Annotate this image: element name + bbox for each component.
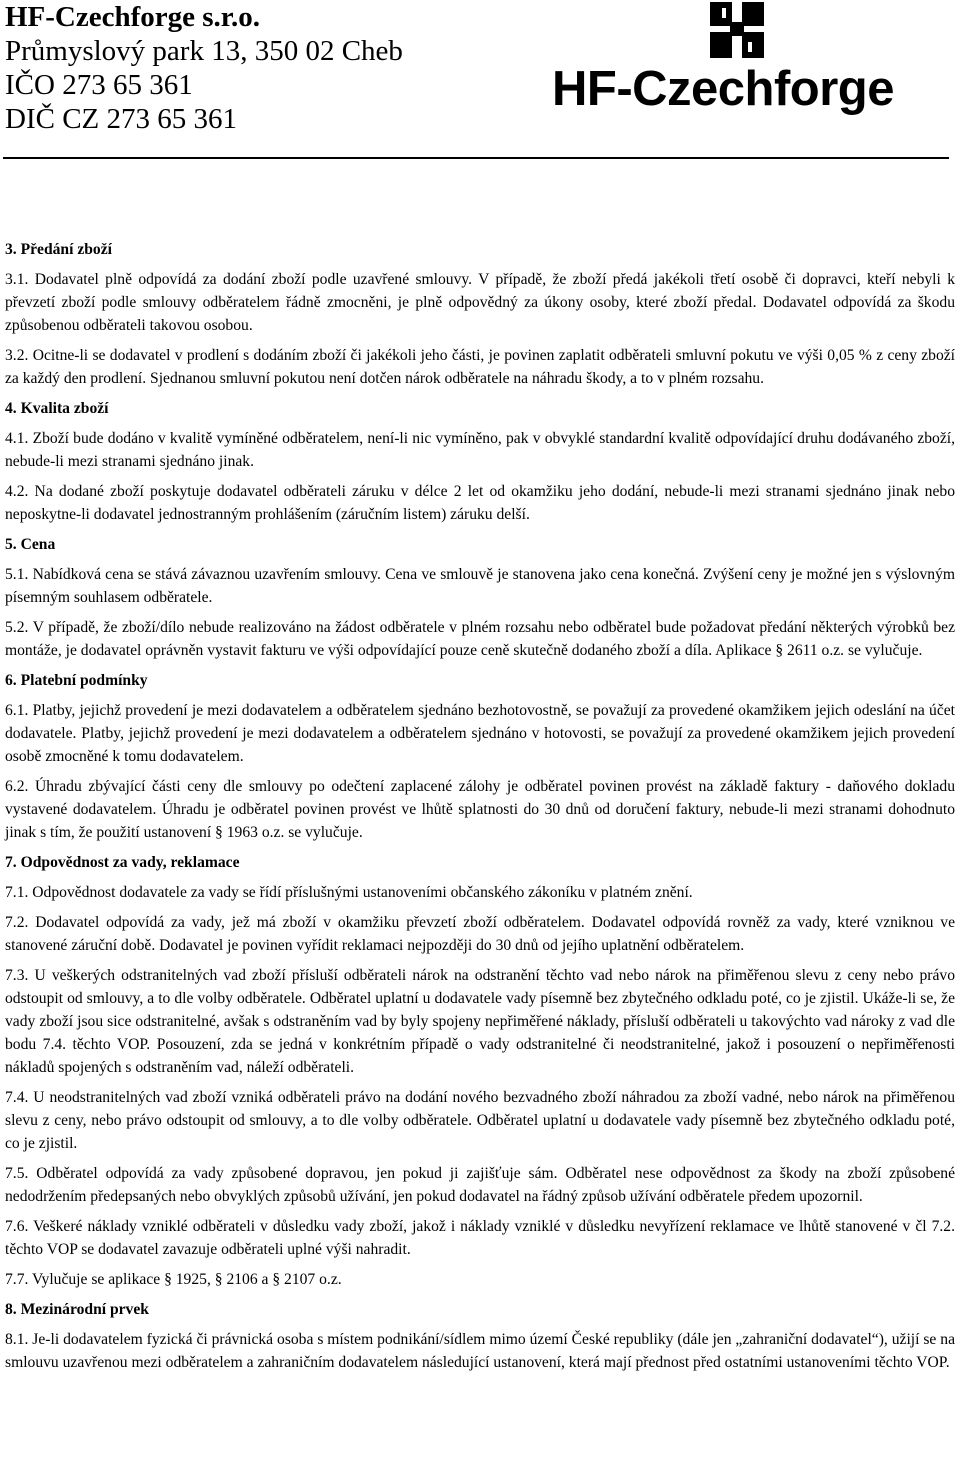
paragraph: 5.2. V případě, že zboží/dílo nebude realizováno na žádost odběratele v plném rozsahu nebo odběratel bude požadovat předání některých výrobků bez montáže, je dodavatel oprávněn vystavit fakturu ve výši odpovídající pouze ceně skutečně dodaného zboží a díla. Aplikace § 2611 o.z. se vylučuje. bbox=[5, 619, 955, 659]
paragraph: 3.2. Ocitne-li se dodavatel v prodlení s dodáním zboží či jakékoli jeho části, je povinen zaplatit odběrateli smluvní pokutu ve výši 0,05 % z ceny zboží za každý den prodlení. Sjednanou smluvní pokutou není dotčen nárok odběratele na náhradu škody, a to v plném rozsahu. bbox=[5, 347, 955, 387]
paragraph: 3.1. Dodavatel plně odpovídá za dodání zboží podle uzavřené smlouvy. V případě, že zboží předá jakékoli třetí osobě či dopravci, kteří nebyli k převzetí zboží podle smlouvy odběratelem řádně zmocněni, je plně odpovědný za úkony osoby, které zboží předal. Dodavatel odpovídá za škodu způsobenou odběrateli takovou osobou. bbox=[5, 271, 955, 334]
company-info bbox=[5, 0, 403, 136]
paragraph: 8.1. Je-li dodavatelem fyzická či právnická osoba s místem podnikání/sídlem mimo území České republiky (dále jen „zahraniční dodavatel“), užijí se na smlouvu uzavřenou mezi odběratelem a zahraničním dodavatelem následující ustanovení, která mají přednost před ostatními ustanoveními těchto VOP. bbox=[5, 1331, 955, 1371]
paragraph: 7.2. Dodavatel odpovídá za vady, jež má zboží v okamžiku převzetí zboží odběratelem. Dodavatel odpovídá rovněž za vady, které vzniknou ve stanovené záruční době. Dodavatel je povinen vyřídit reklamaci nejpozději do 30 dnů od jejího uplatnění odběratelem. bbox=[5, 914, 955, 954]
paragraph: 7.5. Odběratel odpovídá za vady způsobené dopravou, jen pokud ji zajišťuje sám. Odběratel nese odpovědnost za škody na zboží způsobené nedodržením předepsaných nebo obvyklých způsobů užívání, jen pokud dodavatel na řádný způsob užívání odběratele předem upozornil. bbox=[5, 1165, 955, 1205]
logo-mark-icon bbox=[552, 2, 932, 62]
paragraph: 4.1. Zboží bude dodáno v kvalitě vymíněné odběratelem, není-li nic vymíněno, pak v obvyklé standardní kvalitě odpovídající druhu dodávaného zboží, nebude-li mezi stranami sjednáno jinak. bbox=[5, 430, 955, 470]
paragraph: 4.2. Na dodané zboží poskytuje dodavatel odběrateli záruku v délce 2 let od okamžiku jeho dodání, nebude-li mezi stranami sjednáno jinak nebo neposkytne-li dodavatel jednostranným prohlášením (záručním listem) záruku delší. bbox=[5, 483, 955, 523]
paragraph: 7.3. U veškerých odstranitelných vad zboží přísluší odběrateli nárok na odstranění těchto vad nebo nárok na přiměřenou slevu z ceny nebo právo odstoupit od smlouvy, a to dle volby odběratele. Odběratel uplatní u dodavatele vady písemně bez zbytečného odkladu poté, co je zjistil. Ukáže-li se, že vady zboží jsou sice odstranitelné, avšak s odstraněním vad by byly spojeny nepřiměřené náklady, přísluší odběrateli u takovýchto vad nároky z vad dle bodu 7.4. těchto VOP. Posouzení, zda se jedná v konkrétním případě o vady odstranitelné či neodstranitelné, jakož i posouzení o nepřiměřenosti nákladů spojených s odstraněním vad, náleží odběrateli. bbox=[5, 967, 955, 1076]
document-body bbox=[5, 238, 955, 1381]
section-title: 5. Cena bbox=[5, 536, 56, 553]
paragraph: 7.6. Veškeré náklady vzniklé odběrateli v důsledku vady zboží, jakož i náklady vzniklé v důsledku nevyřízení reklamace ve lhůtě stanovené v čl 7.2. těchto VOP se dodavatel zavazuje odběrateli uplné výši nahradit. bbox=[5, 1218, 955, 1258]
paragraph: 7.4. U neodstranitelných vad zboží vzniká odběrateli právo na dodání nového bezvadného zboží náhradou za zboží vadné, nebo nárok na přiměřenou slevu z ceny, nebo právo odstoupit od smlouvy, a to dle volby odběratele. Odběratel uplatní u dodavatele vady písemně bez zbytečného odkladu poté, co je zjistil. bbox=[5, 1089, 955, 1152]
paragraph: 5.1. Nabídková cena se stává závaznou uzavřením smlouvy. Cena ve smlouvě je stanovena jako cena konečná. Zvýšení ceny je možné jen s výslovným písemným souhlasem odběratele. bbox=[5, 566, 955, 606]
company-dic: DIČ CZ 273 65 361 bbox=[5, 103, 237, 135]
section-title: 3. Předání zboží bbox=[5, 241, 112, 258]
company-address: Průmyslový park 13, 350 02 Cheb bbox=[5, 35, 403, 67]
company-logo bbox=[552, 2, 932, 116]
logo-wordmark: HF-Czechforge bbox=[552, 62, 894, 116]
paragraph: 6.1. Platby, jejichž provedení je mezi dodavatelem a odběratelem sjednáno bezhotovostně, se považují za provedené okamžikem jejich odeslání na účet dodavatele. Platby, jejichž provedení je mezi dodavatelem a odběratelem sjednáno v hotovosti, se považují za provedené okamžikem jejich provedení osobě zmocněné k tomu dodavatelem. bbox=[5, 702, 955, 765]
letterhead bbox=[0, 0, 960, 162]
company-name: HF-Czechforge s.r.o. bbox=[5, 1, 261, 33]
section-title: 8. Mezinárodní prvek bbox=[5, 1301, 149, 1318]
paragraph: 7.1. Odpovědnost dodavatele za vady se řídí příslušnými ustanoveními občanského zákoníku v platném znění. bbox=[5, 884, 693, 901]
section-title: 6. Platební podmínky bbox=[5, 672, 148, 689]
paragraph: 7.7. Vylučuje se aplikace § 1925, § 2106 a § 2107 o.z. bbox=[5, 1271, 342, 1288]
company-ico: IČO 273 65 361 bbox=[5, 69, 193, 101]
section-title: 7. Odpovědnost za vady, reklamace bbox=[5, 854, 240, 871]
header-divider bbox=[3, 157, 949, 159]
paragraph: 6.2. Úhradu zbývající části ceny dle smlouvy po odečtení zaplacené zálohy je odběratel povinen provést na základě faktury - daňového dokladu vystavené dodavatelem. Úhradu je odběratel povinen provést ve lhůtě splatnosti do 30 dnů od doručení faktury, nebude-li mezi stranami dohodnuto jinak s tím, že použití ustanovení § 1963 o.z. se vylučuje. bbox=[5, 778, 955, 841]
section-title: 4. Kvalita zboží bbox=[5, 400, 109, 417]
